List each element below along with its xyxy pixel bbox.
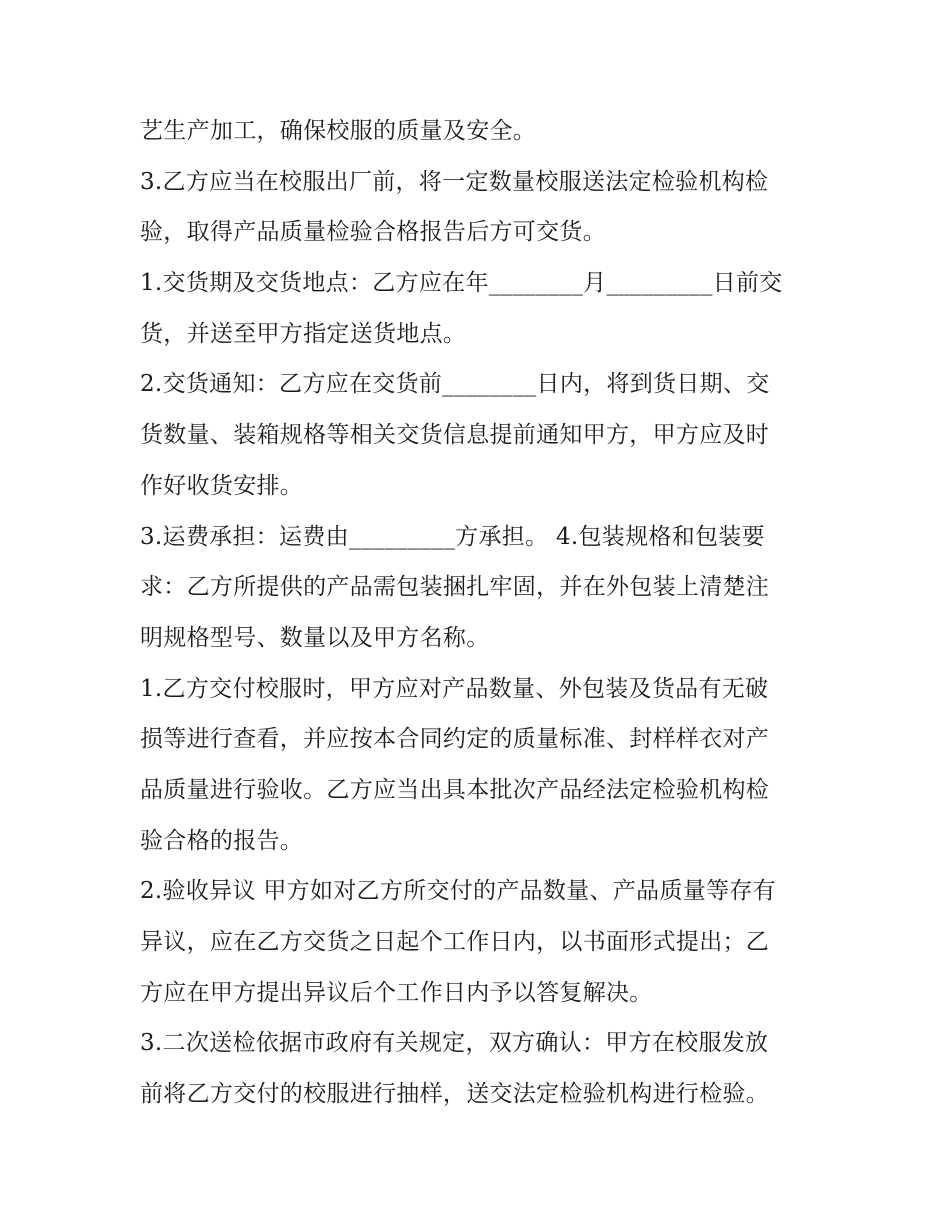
text-line: 3.二次送检依据市政府有关规定，双方确认：甲方在校服发放 [140,1030,769,1057]
text-line: 3.乙方应当在校服出厂前，将一定数量校服送法定检验机构检 [140,168,769,195]
document-body [140,106,820,1120]
text-line: 损等进行查看，并应按本合同约定的质量标准、封样样衣对产 [140,726,770,753]
text-line: 艺生产加工，确保校服的质量及安全。 [140,118,537,144]
text-line: 2.交货通知：乙方应在交货前________日内，将到货日期、交 [140,371,770,398]
text-line: 前将乙方交付的校服进行抽样，送交法定检验机构进行检验。 [140,1081,770,1108]
text-line: 方应在甲方提出异议后个工作日内予以答复解决。 [140,979,653,1006]
text-line: 1.乙方交付校服时，甲方应对产品数量、外包装及货品有无破 [140,675,769,702]
text-line: 货数量、装箱规格等相关交货信息提前通知甲方，甲方应及时 [140,422,770,449]
text-line: 明规格型号、数量以及甲方名称。 [140,624,490,651]
text-line: 1.交货期及交货地点：乙方应在年________月_________日前交 [140,270,783,297]
text-line: 验合格的报告。 [140,827,304,854]
text-line: 作好收货安排。 [140,472,304,499]
text-line: 验，取得产品质量检验合格报告后方可交货。 [140,219,606,246]
text-line: 品质量进行验收。乙方应当出具本批次产品经法定检验机构检 [140,776,770,803]
text-line: 求：乙方所提供的产品需包装捆扎牢固，并在外包装上清楚注 [140,574,770,601]
text-line: 货，并送至甲方指定送货地点。 [140,320,467,347]
text-line: 2.验收异议 甲方如对乙方所交付的产品数量、产品质量等存有 [140,878,776,905]
text-line: 异议，应在乙方交货之日起个工作日内，以书面形式提出；乙 [140,929,770,955]
text-line: 3.运费承担：运费由_________方承担。 4.包装规格和包装要 [140,523,765,550]
